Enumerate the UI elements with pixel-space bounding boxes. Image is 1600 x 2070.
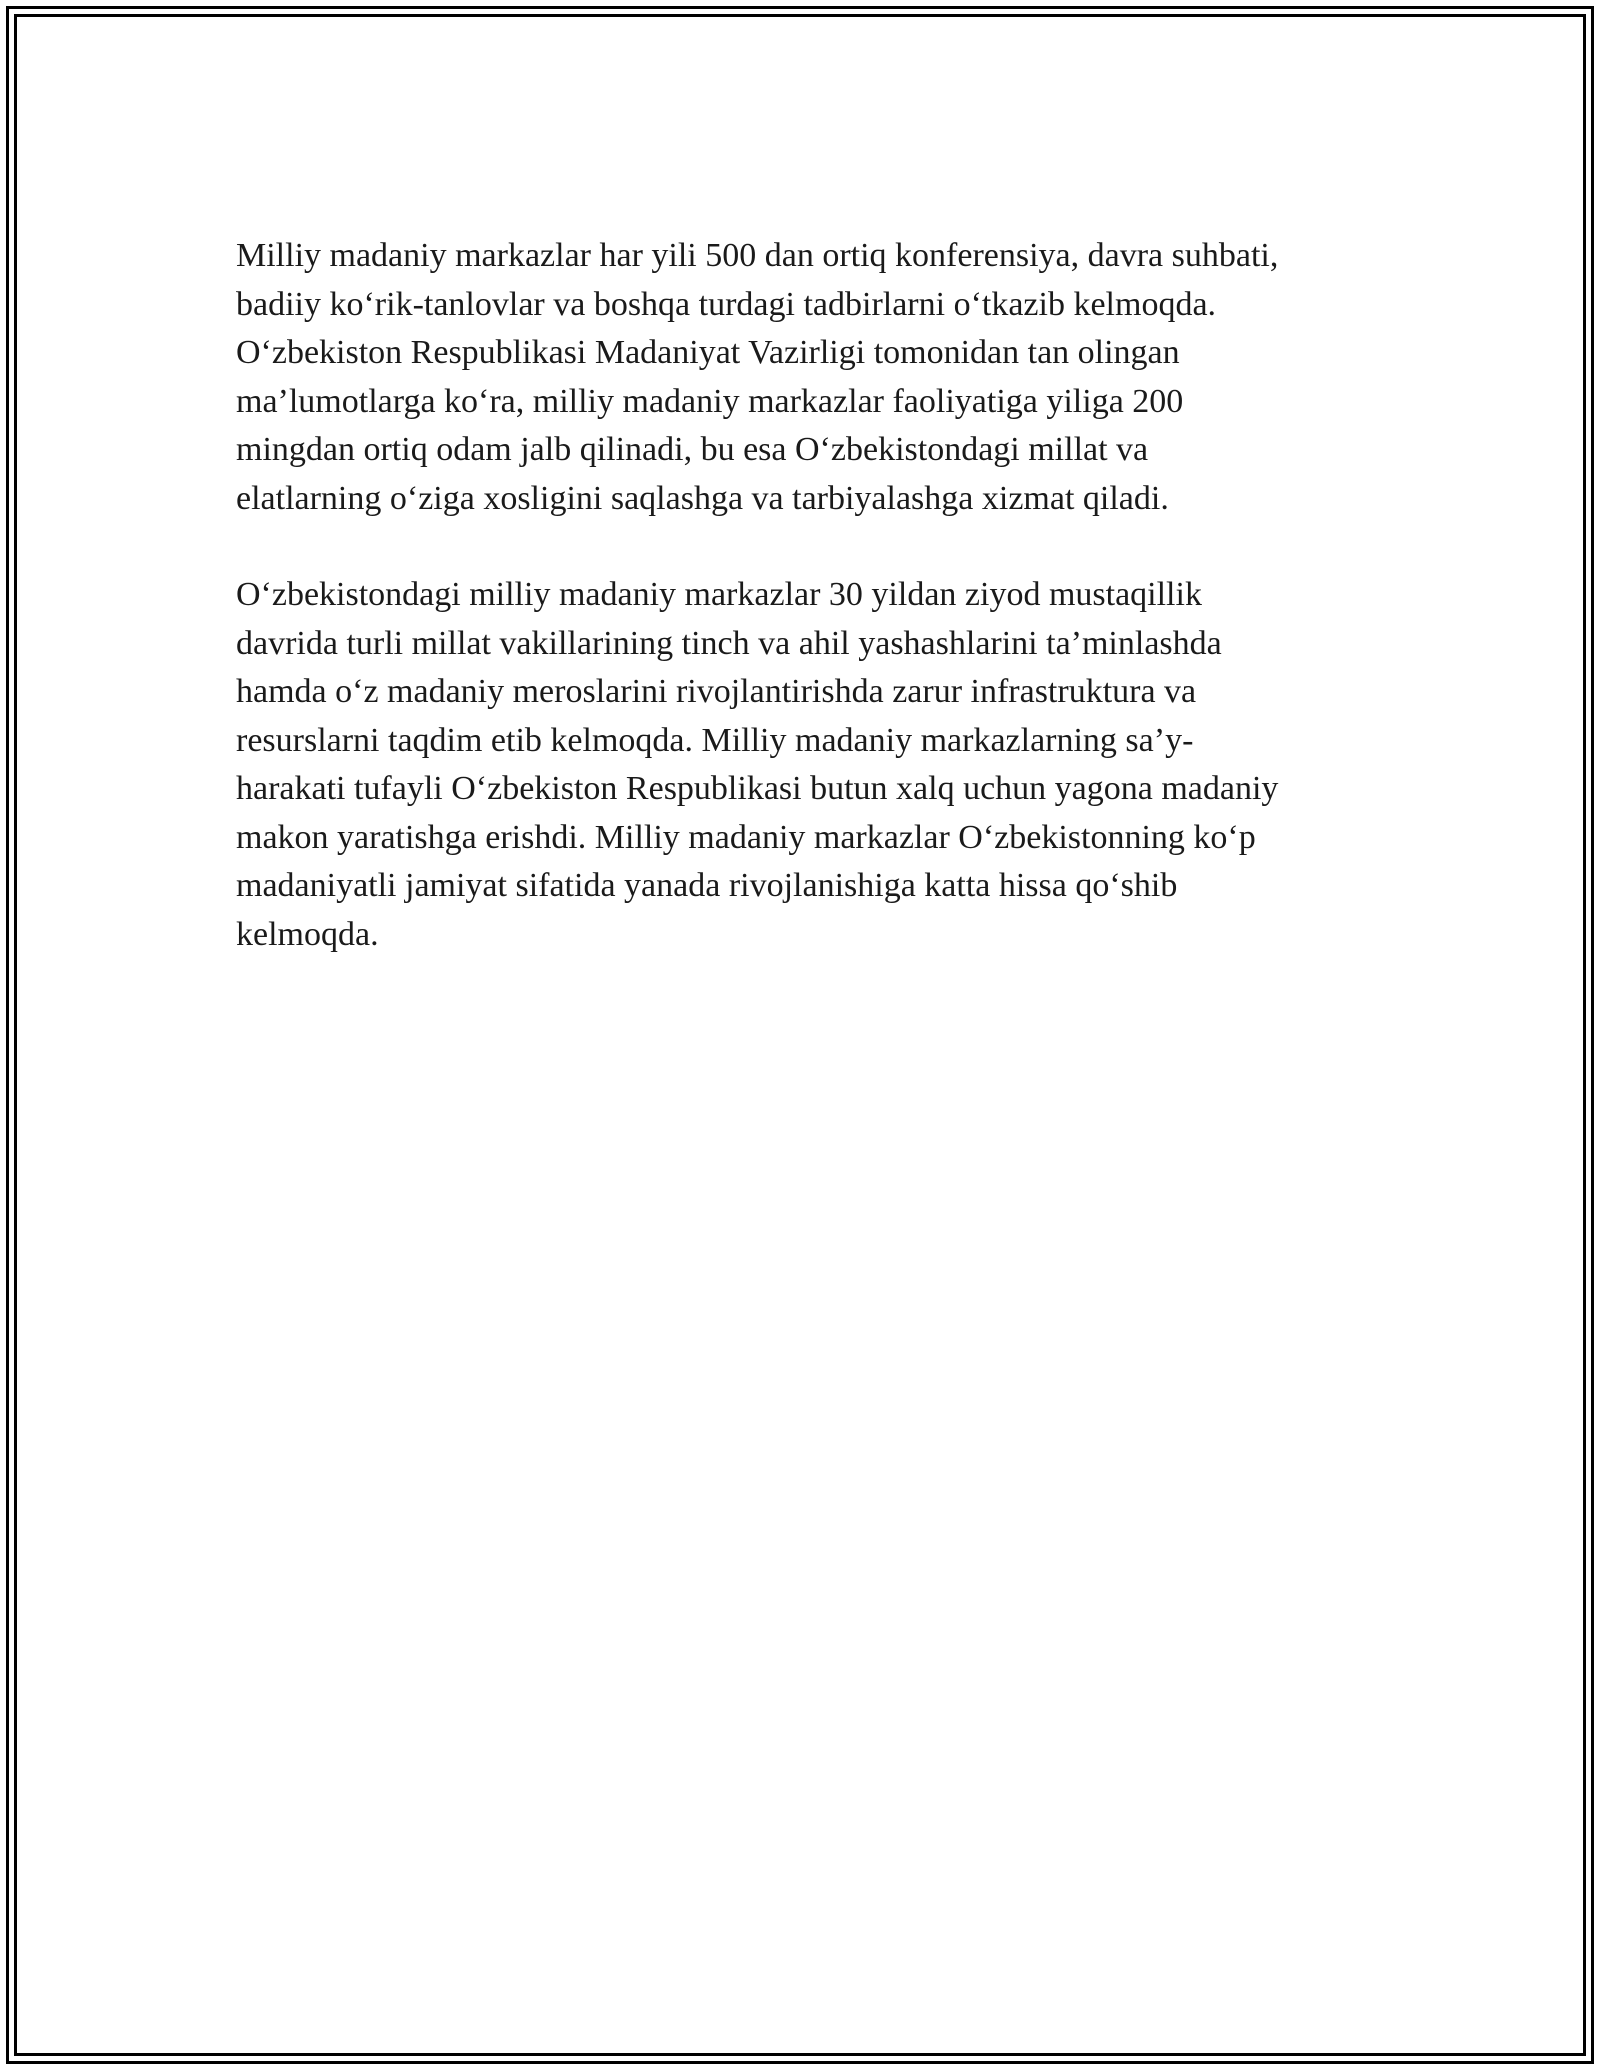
document-body xyxy=(236,232,1386,959)
paragraph-1: Milliy madaniy markazlar har yili 500 dan ortiq konferensiya, davra suhbati, badiiy ko‘rik-tanlovlar va boshqa turdagi tadbirlarni o‘tkazib kelmoqda. O‘zbekiston Respublikasi Madaniyat Vazirligi tomonidan tan olingan ma’lumotlarga ko‘ra, milliy madaniy markazlar faoliyatiga yiliga 200 mingdan ortiq odam jalb qilinadi, bu esa O‘zbekistondagi millat va elatlarning o‘ziga xosligini saqlashga va tarbiyalashga xizmat qiladi. xyxy=(236,237,1279,517)
paragraph-2: O‘zbekistondagi milliy madaniy markazlar 30 yildan ziyod mustaqillik davrida turli millat vakillarining tinch va ahil yashashlarini ta’minlashda hamda o‘z madaniy meroslarini rivojlantirishda zarur infrastruktura va resurslarni taqdim etib kelmoqda. Milliy madaniy markazlarning sa’y- harakati tufayli O‘zbekiston Respublikasi butun xalq uchun yagona madaniy makon yaratishga erishdi. Milliy madaniy markazlar O‘zbekistonning ko‘p madaniyatli jamiyat sifatida yanada rivojlanishiga katta hissa qo‘shib kelmoqda. xyxy=(236,576,1279,953)
